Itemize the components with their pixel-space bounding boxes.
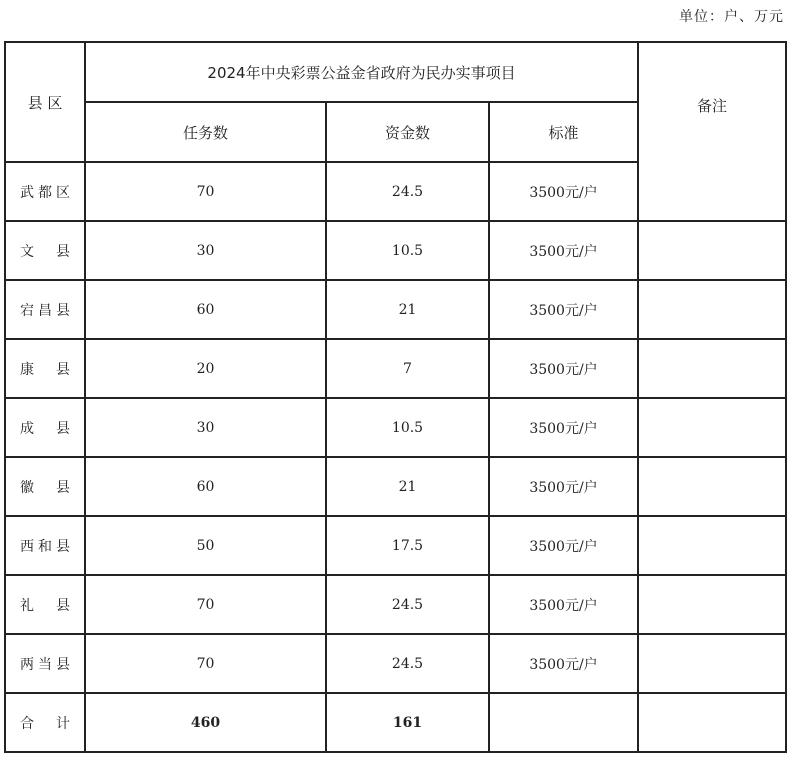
funds-cell: 24.5	[326, 575, 489, 634]
county-cell: 西和县	[5, 516, 85, 575]
county-cell: 成 县	[5, 398, 85, 457]
total-remarks	[638, 693, 786, 752]
remarks-cell	[638, 457, 786, 516]
header-remarks: 备注	[638, 42, 786, 221]
county-cell: 徽 县	[5, 457, 85, 516]
funds-cell: 7	[326, 339, 489, 398]
remarks-cell	[638, 575, 786, 634]
funds-cell: 24.5	[326, 634, 489, 693]
tasks-cell: 70	[85, 162, 326, 221]
table-row	[5, 575, 786, 634]
header-project-title: 2024年中央彩票公益金省政府为民办实事项目	[85, 42, 638, 102]
tasks-cell: 20	[85, 339, 326, 398]
tasks-cell: 50	[85, 516, 326, 575]
table-row	[5, 221, 786, 280]
remarks-cell	[638, 221, 786, 280]
tasks-cell: 60	[85, 280, 326, 339]
funds-cell: 21	[326, 457, 489, 516]
county-cell: 两当县	[5, 634, 85, 693]
table-row	[5, 634, 786, 693]
county-cell: 武都区	[5, 162, 85, 221]
standard-cell: 3500元/户	[489, 575, 638, 634]
standard-cell: 3500元/户	[489, 339, 638, 398]
standard-cell: 3500元/户	[489, 634, 638, 693]
header-tasks: 任务数	[85, 102, 326, 162]
tasks-cell: 70	[85, 575, 326, 634]
standard-cell: 3500元/户	[489, 221, 638, 280]
total-label: 合 计	[5, 693, 85, 752]
table-row	[5, 398, 786, 457]
tasks-cell: 70	[85, 634, 326, 693]
remarks-cell	[638, 280, 786, 339]
standard-cell: 3500元/户	[489, 457, 638, 516]
county-cell: 宕昌县	[5, 280, 85, 339]
standard-cell: 3500元/户	[489, 398, 638, 457]
total-standard	[489, 693, 638, 752]
funds-cell: 10.5	[326, 221, 489, 280]
standard-cell: 3500元/户	[489, 516, 638, 575]
remarks-cell	[638, 634, 786, 693]
county-cell: 礼 县	[5, 575, 85, 634]
standard-cell: 3500元/户	[489, 280, 638, 339]
remarks-cell	[638, 339, 786, 398]
project-table	[4, 41, 787, 753]
header-county: 县 区	[5, 42, 85, 162]
county-cell: 文 县	[5, 221, 85, 280]
table-row	[5, 280, 786, 339]
remarks-cell	[638, 398, 786, 457]
header-standard: 标准	[489, 102, 638, 162]
county-cell: 康 县	[5, 339, 85, 398]
total-row	[5, 693, 786, 752]
funds-cell: 21	[326, 280, 489, 339]
remarks-cell	[638, 516, 786, 575]
total-funds: 161	[326, 693, 489, 752]
funds-cell: 24.5	[326, 162, 489, 221]
total-tasks: 460	[85, 693, 326, 752]
unit-note: 单位：户、万元	[679, 9, 784, 25]
standard-cell: 3500元/户	[489, 162, 638, 221]
tasks-cell: 30	[85, 221, 326, 280]
header-funds: 资金数	[326, 102, 489, 162]
funds-cell: 10.5	[326, 398, 489, 457]
table-row	[5, 339, 786, 398]
tasks-cell: 30	[85, 398, 326, 457]
table-row	[5, 457, 786, 516]
tasks-cell: 60	[85, 457, 326, 516]
table-row	[5, 516, 786, 575]
funds-cell: 17.5	[326, 516, 489, 575]
